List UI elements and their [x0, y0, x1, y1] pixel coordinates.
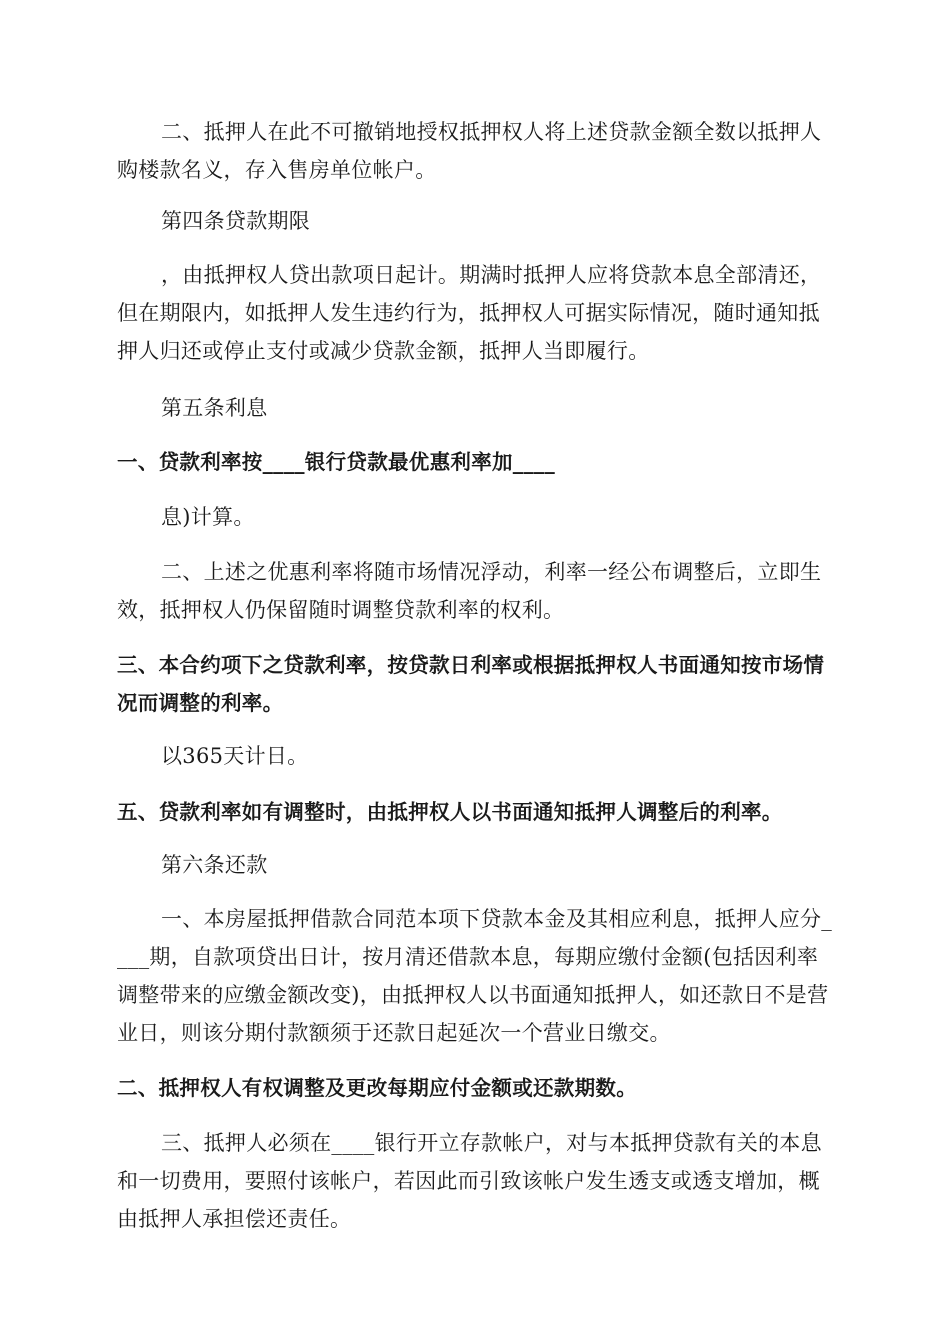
paragraph-contract-rate: 三、本合约项下之贷款利率，按贷款日利率或根据抵押权人书面通知按市场情况而调整的利率。	[117, 653, 825, 715]
paragraph-interest-rate: 一、贷款利率按____银行贷款最优惠利率加____	[117, 450, 555, 474]
heading-article-4-loan-term: 第四条贷款期限	[161, 209, 311, 233]
heading-article-6-repayment: 第六条还款	[161, 853, 268, 877]
paragraph-adjust-installments: 二、抵押权人有权调整及更改每期应付金额或还款期数。	[117, 1076, 637, 1100]
paragraph-authorization: 二、抵押人在此不可撤销地授权抵押权人将上述贷款金额全数以抵押人购楼款名义，存入售房单位帐户。	[117, 120, 822, 182]
paragraph-rate-adjustment: 五、贷款利率如有调整时，由抵押权人以书面通知抵押人调整后的利率。	[117, 800, 783, 824]
paragraph-loan-term: ，由抵押权人贷出款项日起计。期满时抵押人应将贷款本息全部清还，但在期限内，如抵押人发生违约行为，抵押权人可据实际情况，随时通知抵押人归还或停止支付或减少贷款金额，抵押人当即履行。	[117, 263, 822, 363]
heading-article-5-interest: 第五条利息	[161, 396, 268, 420]
paragraph-repayment-schedule: 一、本房屋抵押借款合同范本项下贷款本金及其相应利息，抵押人应分____期，自款项贷出日计，按月清还借款本息，每期应缴付金额(包括因利率调整带来的应缴金额改变)，由抵押权人以书面通知抵押人，如还款日不是营业日，则该分期付款额须于还款日起延次一个营业日缴交。	[117, 907, 833, 1045]
paragraph-deposit-account: 三、抵押人必须在____银行开立存款帐户，对与本抵押贷款有关的本息和一切费用，要照付该帐户，若因此而引致该帐户发生透支或透支增加，概由抵押人承担偿还责任。	[117, 1131, 822, 1231]
paragraph-day-count: 以365天计日。	[161, 744, 309, 768]
paragraph-interest-calc: 息)计算。	[161, 505, 255, 529]
paragraph-floating-rate: 二、上述之优惠利率将随市场情况浮动，利率一经公布调整后，立即生效，抵押权人仍保留随时调整贷款利率的权利。	[117, 560, 822, 622]
